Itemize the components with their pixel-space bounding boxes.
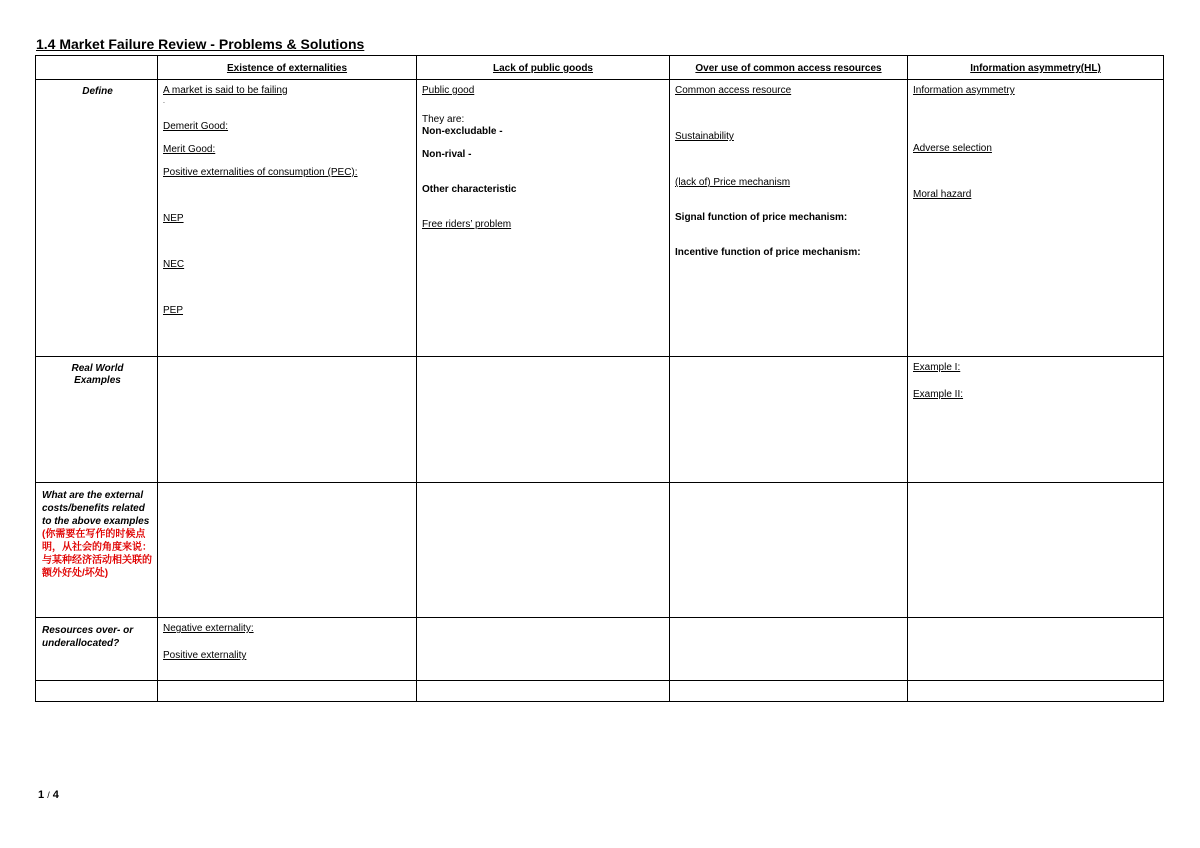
non-rival-text: Non-rival - — [422, 149, 472, 160]
negative-externality-text: Negative externality: — [163, 623, 254, 634]
define-externalities-cell — [158, 80, 417, 357]
header-row — [36, 56, 1164, 80]
other-characteristic-text: Other characteristic — [422, 184, 517, 195]
header-externalities: Existence of externalities — [158, 56, 417, 80]
header-info-asymmetry: Information asymmetry(HL) — [908, 56, 1164, 80]
empty-cell-2 — [158, 681, 417, 702]
page-total: 4 — [52, 789, 59, 801]
define-info-asymmetry-cell — [908, 80, 1164, 357]
incentive-function-text: Incentive function of price mechanism: — [675, 247, 861, 258]
nep-text: NEP — [163, 213, 184, 224]
define-row — [36, 80, 1164, 357]
signal-function-text: Signal function of price mechanism: — [675, 212, 848, 223]
define-public-goods-cell — [417, 80, 670, 357]
empty-cell-4 — [670, 681, 908, 702]
they-are-text: They are: — [422, 114, 465, 125]
header-empty — [36, 56, 158, 80]
non-excludable-text: Non-excludable - — [422, 126, 503, 137]
examples-info-asymmetry-cell — [908, 357, 1164, 483]
resources-externalities-cell — [158, 618, 417, 681]
costs-info-asymmetry-cell — [908, 483, 1164, 618]
information-asymmetry-text: Information asymmetry — [913, 85, 1015, 96]
empty-row — [36, 681, 1164, 702]
positive-externality-text: Positive externality — [163, 650, 247, 661]
pep-text: PEP — [163, 305, 184, 316]
merit-good-text: Merit Good: — [163, 144, 216, 155]
row-label-define: Define — [36, 80, 158, 357]
examples-label-line2: Examples — [74, 375, 121, 386]
common-access-resource-text: Common access resource — [675, 85, 792, 96]
examples-public-goods-cell — [417, 357, 670, 483]
resources-common-access-cell — [670, 618, 908, 681]
examples-common-access-cell — [670, 357, 908, 483]
public-good-text: Public good — [422, 85, 475, 96]
empty-cell-5 — [908, 681, 1164, 702]
price-mechanism-text: (lack of) Price mechanism — [675, 177, 791, 188]
resources-public-goods-cell — [417, 618, 670, 681]
examples-row — [36, 357, 1164, 483]
row-label-resources: Resources over- or underallocated? — [36, 618, 158, 681]
nec-text: NEC — [163, 259, 185, 270]
empty-cell-1 — [36, 681, 158, 702]
costs-label: What are the external costs/benefits related to the above examples — [42, 490, 150, 527]
market-failure-table — [35, 55, 1164, 702]
header-common-access: Over use of common access resources — [670, 56, 908, 80]
failing-text: A market is said to be failing — [163, 85, 288, 96]
resources-row — [36, 618, 1164, 681]
sustainability-text: Sustainability — [675, 131, 734, 142]
resources-info-asymmetry-cell — [908, 618, 1164, 681]
dot-text: . — [163, 98, 165, 105]
costs-label-chinese: (你需要在写作的时候点明，从社会的角度来说：与某种经济活动相关联的额外好处/坏处) — [42, 529, 152, 579]
costs-public-goods-cell — [417, 483, 670, 618]
page-title: 1.4 Market Failure Review - Problems & Solutions — [36, 36, 365, 52]
demerit-good-text: Demerit Good: — [163, 121, 229, 132]
moral-hazard-text: Moral hazard — [913, 189, 972, 200]
row-label-costs — [36, 483, 158, 618]
examples-externalities-cell — [158, 357, 417, 483]
costs-externalities-cell — [158, 483, 417, 618]
page-current: 1 — [38, 789, 45, 801]
free-riders-text: Free riders’ problem — [422, 219, 512, 230]
example-one-text: Example I: — [913, 362, 961, 373]
example-two-text: Example II: — [913, 389, 964, 400]
row-label-examples — [36, 357, 158, 483]
pec-text: Positive externalities of consumption (PEC): — [163, 167, 358, 178]
page-number — [38, 789, 59, 801]
empty-cell-3 — [417, 681, 670, 702]
page-separator: / — [47, 790, 50, 800]
header-public-goods: Lack of public goods — [417, 56, 670, 80]
costs-row — [36, 483, 1164, 618]
adverse-selection-text: Adverse selection — [913, 143, 992, 154]
define-common-access-cell — [670, 80, 908, 357]
examples-label-line1: Real World — [71, 363, 124, 374]
costs-common-access-cell — [670, 483, 908, 618]
